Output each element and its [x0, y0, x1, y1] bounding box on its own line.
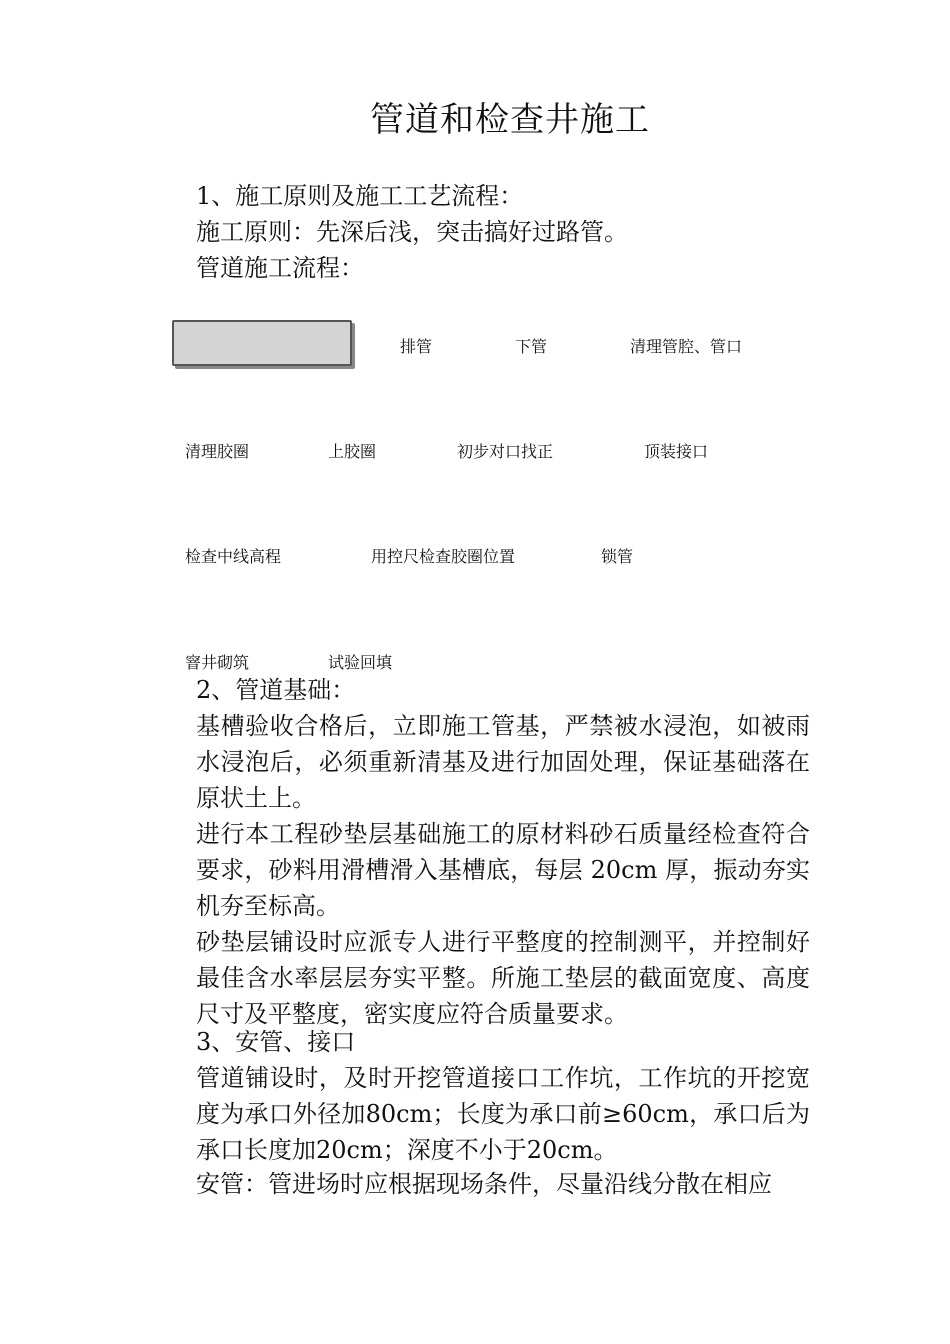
- section3-paragraph-1: [146, 1060, 810, 1168]
- section2-paragraph-2: [146, 816, 810, 924]
- paragraph-text: 砂垫层铺设时应派专人进行平整度的控制测平，并控制好最佳含水率层层夯实平整。所施工垫层的截面宽度、高度尺寸及平整度，密实度应符合质量要求。: [196, 928, 810, 1028]
- flow-step: 排管: [400, 337, 433, 356]
- section2-paragraph-3: [146, 924, 810, 1032]
- flow-step: 初步对口找正: [457, 442, 554, 461]
- paragraph-text: 管道铺设时，及时开挖管道接口工作坑，工作坑的开挖宽度为承口外径加80cm；长度为承口前≥60cm，承口后为承口长度加20cm；深度不小于20cm。: [196, 1064, 810, 1164]
- flow-step: 下管: [515, 337, 548, 356]
- flow-step: 顶装接口: [644, 442, 709, 461]
- section2-heading: 2、管道基础：: [196, 676, 356, 704]
- flow-step: 清理管腔、管口: [630, 337, 743, 356]
- flow-step: 窨井砌筑: [185, 653, 250, 672]
- section3-heading: 3、安管、接口: [196, 1028, 356, 1056]
- section1-heading: 1、施工原则及施工工艺流程：: [196, 182, 524, 210]
- flow-heading: 管道施工流程：: [196, 254, 364, 282]
- flow-start-box: [172, 320, 352, 366]
- paragraph-text: 进行本工程砂垫层基础施工的原材料砂石质量经检查符合要求，砂料用滑槽滑入基槽底，每层 20cm 厚，振动夯实机夯至标高。: [196, 820, 810, 920]
- flow-step: 检查中线高程: [185, 547, 282, 566]
- page-title: 管道和检查井施工: [370, 100, 650, 140]
- paragraph-text: 安管：管进场时应根据现场条件，尽量沿线分散在相应: [196, 1170, 772, 1198]
- paragraph-text: 基槽验收合格后，立即施工管基，严禁被水浸泡，如被雨水浸泡后，必须重新清基及进行加固处理，保证基础落在原状土上。: [196, 712, 810, 812]
- section2-paragraph-1: [146, 708, 810, 816]
- construction-principle: 施工原则：先深后浅，突击搞好过路管。: [196, 218, 628, 246]
- flow-step: 用控尺检查胶圈位置: [371, 547, 516, 566]
- flow-step: 试验回填: [328, 653, 393, 672]
- section3-paragraph-2: [146, 1166, 810, 1202]
- flow-step: 清理胶圈: [185, 442, 250, 461]
- flow-step: 锁管: [601, 547, 634, 566]
- flow-step: 上胶圈: [328, 442, 377, 461]
